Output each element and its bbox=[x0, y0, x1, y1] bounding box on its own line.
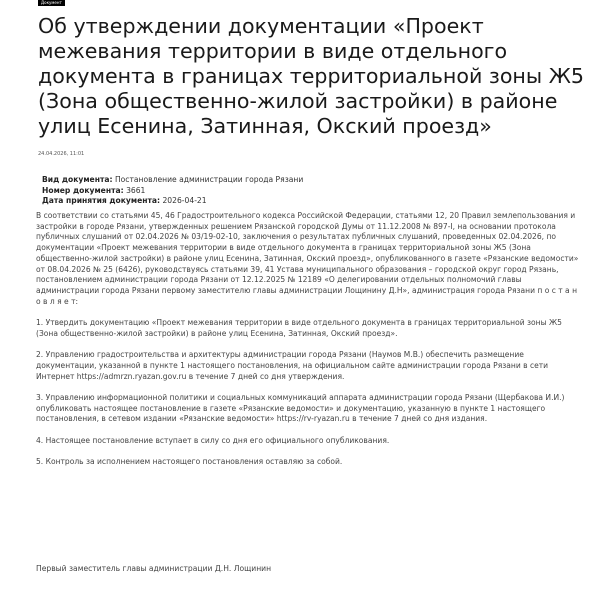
clause-5: 5. Контроль за исполнением настоящего постановления оставляю за собой. bbox=[36, 457, 343, 467]
document-meta bbox=[42, 175, 303, 207]
publish-date: 24.04.2026, 11:01 bbox=[38, 151, 85, 157]
clause-4: 4. Настоящее постановление вступает в силу со дня его официального опубликования. bbox=[36, 435, 390, 445]
doc-number-row bbox=[42, 186, 303, 197]
preamble-paragraph: В соответствии со статьями 45, 46 Градостроительного кодекса Российской Федерации, статьями 12, 20 Правил землепользования и застройки в городе Рязани, утвержденных решением Рязанской городской Думы от 11.12.2008 № 897-I, на основании протокола публичных слушаний от 02.04.2026 № 03/19-02-10, заключения о результатах публичных слушаний, проведенных 02.04.2026, по документации «Проект межевания территории в виде отдельного документа в границах территориальной зоны Ж5 (Зона общественно-жилой застройки) в районе улиц Есенина, Затинная, Окский проезд», опубликованного в газете «Рязанские ведомости» от 08.04.2026 № 25 (6426), руководствуясь статьями 39, 41 Устава муниципального образования – городской округ город Рязань, постановлением администрации города Рязани от 12.12.2025 № 12189 «О делегировании отдельных полномочий главы администрации города Рязани первому заместителю главы администрации Лощинину Д.Н», администрация города Рязани п о с т а н о в л я е т: bbox=[36, 211, 579, 306]
doc-number-value: 3661 bbox=[126, 185, 146, 195]
document-body bbox=[36, 211, 581, 468]
clause-2: 2. Управлению градостроительства и архитектуры администрации города Рязани (Наумов М.В.) обеспечить размещение документации, указанной в пункте 1 настоящего постановления, на официальном сайте администрации города Рязани в сети Интернет https://admrzn.ryazan.gov.ru в течение 7 дней со дня утверждения. bbox=[36, 350, 549, 381]
page-title: Об утверждении документации «Проект межевания территории в виде отдельного документа в границах территориальной зоны Ж5 (Зона общественно-жилой застройки) в районе улиц Есенина, Затинная, Окский проезд» bbox=[38, 14, 584, 138]
doc-type-value: Постановление администрации города Рязани bbox=[114, 175, 304, 184]
accept-date-value: 2026-04-21 bbox=[162, 196, 207, 205]
doc-type-row bbox=[42, 175, 303, 186]
accept-date-row bbox=[42, 196, 303, 207]
doc-type-label: Вид документа: bbox=[42, 175, 113, 184]
clause-3: 3. Управлению информационной политики и социальных коммуникаций аппарата администрации города Рязани (Щербакова И.И.) опубликовать настоящее постановление в газете «Рязанские ведомости» и документацию, указанную в пункте 1 настоящего постановления, в сетевом издании «Рязанские ведомости» https://rv-ryazan.ru в течение 7 дней со дня издания. bbox=[36, 392, 565, 424]
doc-number-label: Номер документа: bbox=[42, 185, 124, 195]
clause-1: 1. Утвердить документацию «Проект межевания территории в виде отдельного документа в границах территориальной зоны Ж5 (Зона общественно-жилой застройки) в районе улиц Есенина, Затинная, Окский проезд». bbox=[36, 318, 562, 338]
document-badge[interactable]: Документ bbox=[38, 0, 65, 6]
accept-date-label: Дата принятия документа: bbox=[42, 196, 161, 205]
signature: Первый заместитель главы администрации Д.Н. Лощинин bbox=[36, 564, 272, 573]
